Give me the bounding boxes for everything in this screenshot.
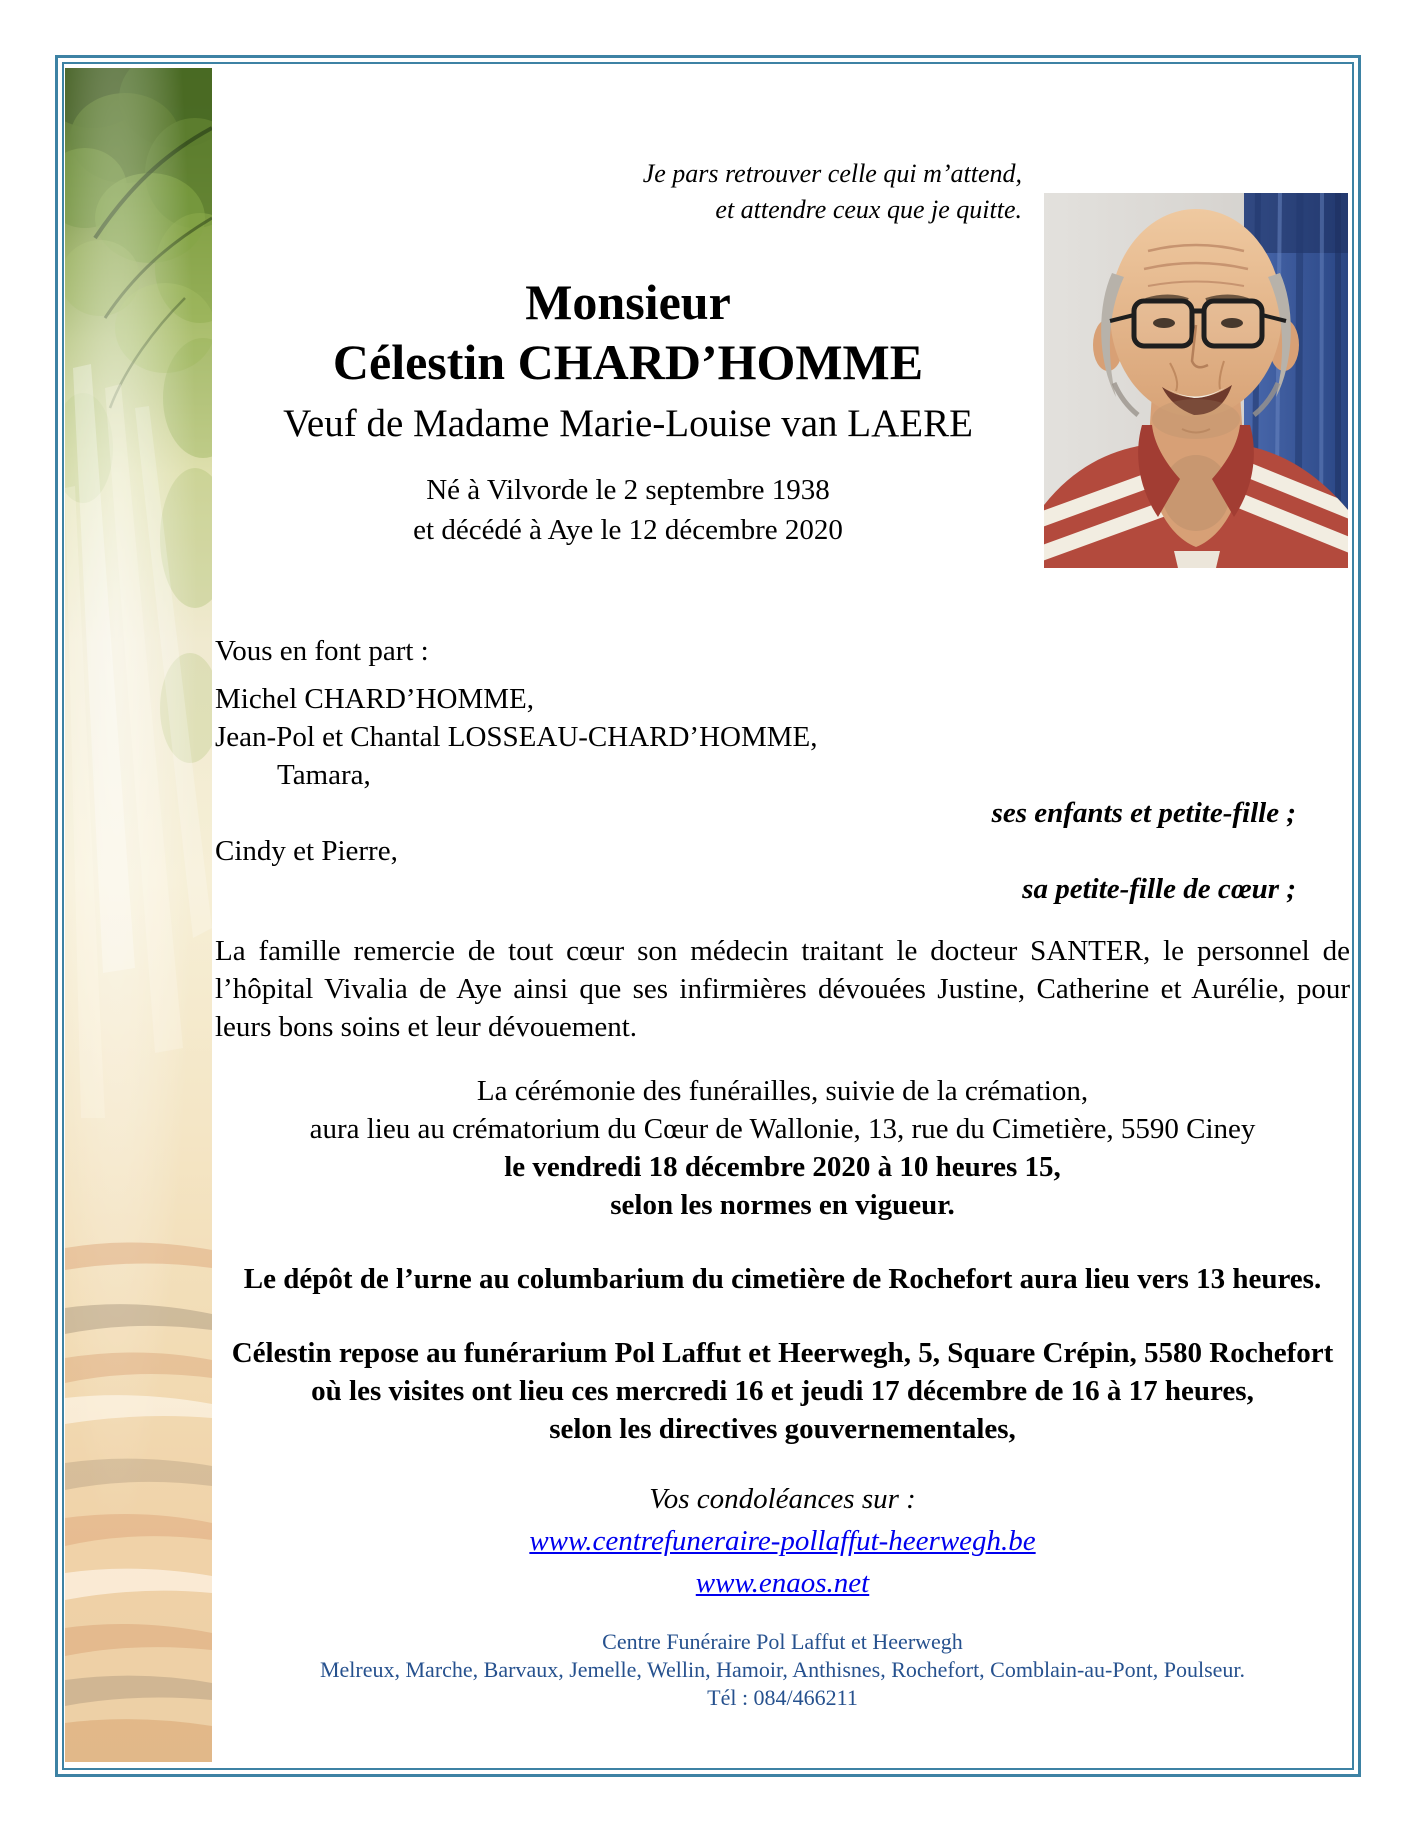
quote-line: Je pars retrouver celle qui m’attend, <box>642 159 1022 188</box>
condolences-link-funeraire[interactable]: www.centrefuneraire-pollaffut-heerwegh.be <box>529 1525 1036 1557</box>
announcer-name: Cindy et Pierre, <box>215 835 398 867</box>
condolences-section <box>215 1478 1350 1604</box>
widower-subtitle: Veuf de Madame Marie-Louise van LAERE <box>283 402 973 445</box>
ceremony-line: aura lieu au crématorium du Cœur de Wallonie, 13, rue du Cimetière, 5590 Ciney <box>309 1113 1256 1145</box>
family-thanks-paragraph: La famille remercie de tout cœur son médecin traitant le docteur SANTER, le personnel de l’hôpital Vivalia de Aye ainsi que ses infirmières dévouées Justine, Catherine et Aurélie, pour leurs bons soins et leur dévouement. <box>215 935 1350 1043</box>
portrait-photo-art <box>1044 193 1348 568</box>
funeral-home-phone: Tél : 084/466211 <box>707 1685 858 1710</box>
announcer-name: Tamara, <box>277 759 371 791</box>
forest-path-photo-art <box>65 68 212 1762</box>
funeral-home-visits <box>215 1334 1350 1448</box>
condolences-link-enaos[interactable]: www.enaos.net <box>695 1567 870 1599</box>
funeral-home-name: Centre Funéraire Pol Laffut et Heerwegh <box>602 1629 963 1654</box>
ceremony-line: La cérémonie des funérailles, suivie de la crémation, <box>476 1075 1089 1107</box>
funeral-home-footer <box>215 1628 1350 1712</box>
relation-label: ses enfants et petite-fille ; <box>991 797 1296 829</box>
urn-deposit-line: Le dépôt de l’urne au columbarium du cimetière de Rochefort aura lieu vers 13 heures. <box>243 1263 1322 1295</box>
birth-death-dates <box>212 470 1044 550</box>
repose-line: où les visites ont lieu ces mercredi 16 et jeudi 17 décembre de 16 à 17 heures, <box>311 1375 1254 1407</box>
ceremony-date-line: le vendredi 18 décembre 2020 à 10 heures 15, <box>504 1151 1061 1183</box>
quote-line: et attendre ceux que je quitte. <box>715 195 1022 224</box>
announcer-name: Michel CHARD’HOMME, <box>215 683 534 715</box>
relation-label: sa petite-fille de cœur ; <box>1022 873 1296 905</box>
funeral-home-cities: Melreux, Marche, Barvaux, Jemelle, Wellin, Hamoir, Anthisnes, Rochefort, Comblain-au-Pont, Poulseur. <box>319 1657 1246 1682</box>
epitaph-quote <box>212 156 1022 228</box>
portrait-photo <box>1044 193 1348 568</box>
announcement-intro: Vous en font part : <box>215 635 429 667</box>
ceremony-rules-line: selon les normes en vigueur. <box>610 1189 955 1221</box>
forest-path-photo <box>65 68 212 1762</box>
death-line: et décédé à Aye le 12 décembre 2020 <box>413 514 843 546</box>
condolences-label: Vos condoléances sur : <box>649 1483 916 1515</box>
deceased-name: Célestin CHARD’HOMME <box>332 334 924 390</box>
announcer-name: Jean-Pol et Chantal LOSSEAU-CHARD’HOMME, <box>215 721 818 753</box>
announcement-body <box>215 632 1350 1712</box>
birth-line: Né à Vilvorde le 2 septembre 1938 <box>426 474 830 506</box>
repose-line: selon les directives gouvernementales, <box>549 1413 1016 1445</box>
deceased-title-block <box>212 272 1044 550</box>
title-monsieur: Monsieur <box>525 274 731 330</box>
ceremony-details <box>215 1072 1350 1224</box>
repose-line: Célestin repose au funérarium Pol Laffut et Heerwegh, 5, Square Crépin, 5580 Rochefort <box>231 1337 1334 1369</box>
